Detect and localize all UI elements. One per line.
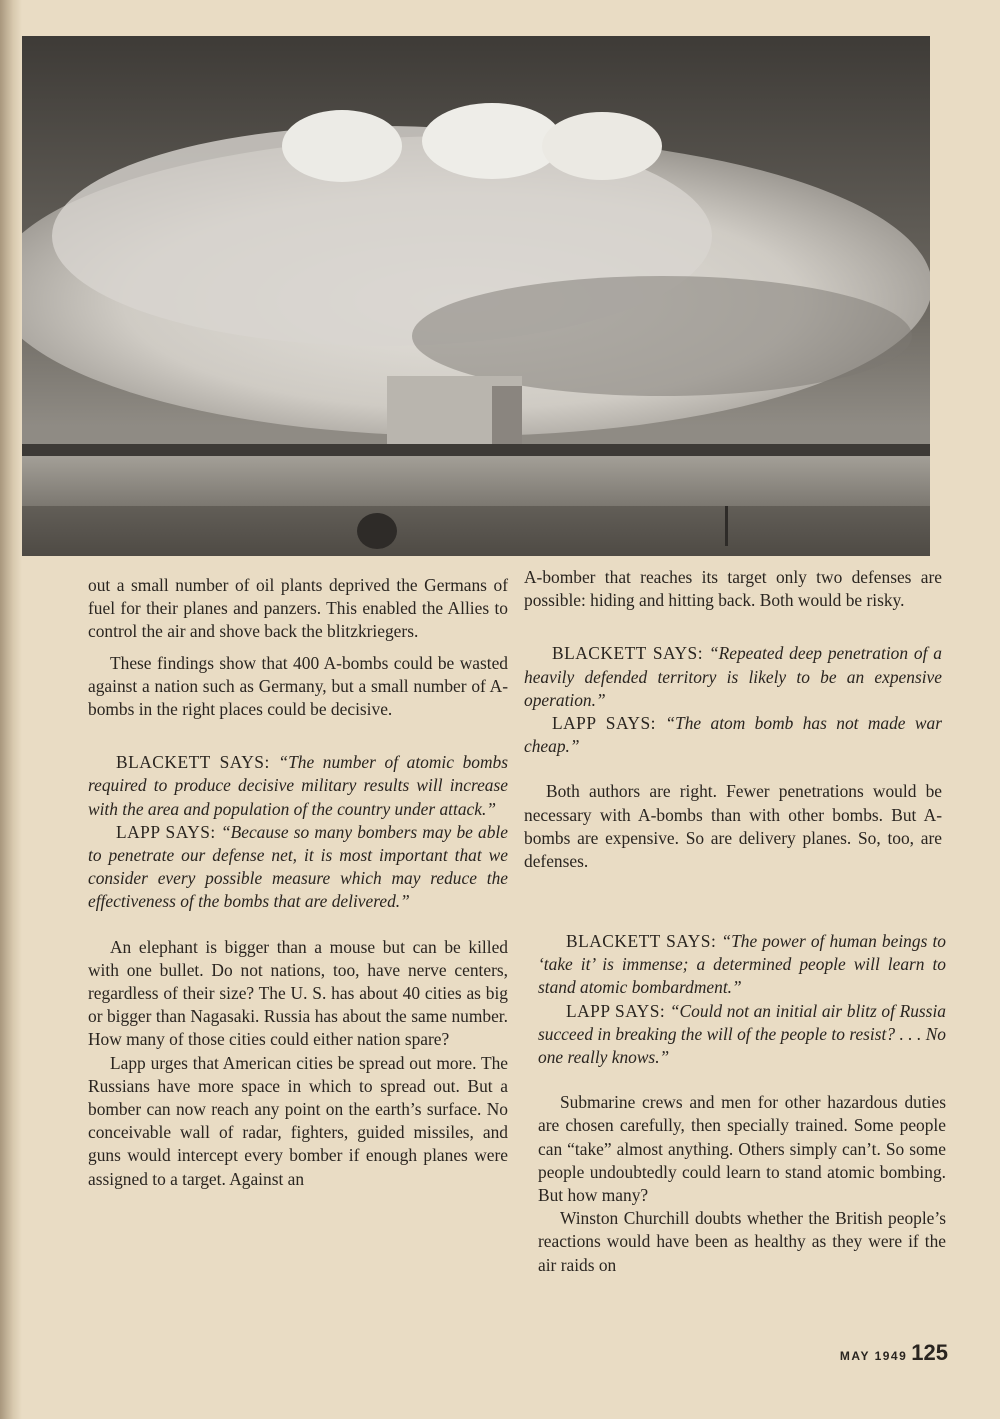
quote-text: “The number of atomic bombs required to produce decisive military results will increase with the area and population of the country under attack.” (88, 752, 508, 819)
quote-attribution: LAPP SAYS: (552, 713, 656, 734)
left-column (88, 574, 508, 1191)
quote-attribution: BLACKETT SAYS: (552, 643, 704, 664)
quote-text: “The power of human beings to ‘take it’ is immense; a determined people will learn to stand atomic bombardment.” (538, 931, 946, 998)
paragraph: These findings show that 400 A-bombs could be wasted against a nation such as Germany, but a small number of A-bombs in the right places could be decisive. (88, 652, 508, 720)
paragraph: out a small number of oil plants deprived the Germans of fuel for their planes and panzers. This enabled the Allies to control the air and shove back the blitzkriegers. (88, 575, 508, 642)
paragraph: Both authors are right. Fewer penetrations would be necessary with A-bombs than with other bombs. But A-bombs are expensive. So are delivery planes. So, too, are defenses. (524, 781, 942, 872)
blackett-quote (538, 930, 946, 1000)
quote-text: “The atom bomb has not made war cheap.” (524, 713, 942, 757)
issue-date: MAY 1949 (839, 1349, 908, 1363)
lapp-quote (524, 712, 942, 758)
paragraph: Winston Churchill doubts whether the British people’s reactions would have been as healthy as they were if the air raids on (538, 1208, 946, 1275)
right-column (524, 566, 942, 873)
paragraph: A-bomber that reaches its target only two defenses are possible: hiding and hitting back. Both would be risky. (524, 567, 942, 611)
page-binding-edge (0, 0, 22, 1419)
lapp-quote (88, 821, 508, 914)
quote-text: “Because so many bombers may be able to penetrate our defense net, it is most important that we consider every possible measure which may reduce the effectiveness of the bombs that are delivered.” (88, 821, 508, 912)
lapp-quote (538, 1000, 946, 1070)
paragraph: Submarine crews and men for other hazardous duties are chosen carefully, then specially trained. Some people can “take” almost anything. Others simply can’t. So some people undoubtedly could learn to stand atomic bombing. But how many? (538, 1092, 946, 1206)
blackett-quote (524, 642, 942, 712)
page-number: 125 (911, 1340, 948, 1365)
right-column-lower (538, 930, 946, 1277)
quote-attribution: LAPP SAYS: (566, 1000, 666, 1021)
mushroom-cloud-image (22, 36, 930, 556)
paragraph: An elephant is bigger than a mouse but can be killed with one bullet. Do not nations, too, have nerve centers, regardless of their size? The U. S. has about 40 cities as big or bigger than Nagasaki. Russia has about the same number. How many of those cities could either nation spare? (88, 936, 508, 1050)
quote-attribution: BLACKETT SAYS: (116, 752, 270, 773)
atomic-test-photo (22, 36, 930, 556)
quote-text: “Could not an initial air blitz of Russia succeed in breaking the will of the people to resist? . . . No one really knows.” (538, 1000, 946, 1068)
quote-attribution: BLACKETT SAYS: (566, 931, 717, 951)
paragraph: Lapp urges that American cities be spread out more. The Russians have more space in which to spread out. But a bomber can now reach any point on the earth’s surface. No conceivable wall of radar, fighters, guided missiles, and guns would intercept every bomber if enough planes were assigned to a target. Against an (88, 1052, 508, 1189)
blackett-quote (88, 751, 508, 821)
quote-attribution: LAPP SAYS: (116, 821, 216, 842)
quote-text: “Repeated deep penetration of a heavily defended territory is likely to be an expensive operation.” (524, 643, 942, 710)
page-footer (840, 1340, 948, 1366)
